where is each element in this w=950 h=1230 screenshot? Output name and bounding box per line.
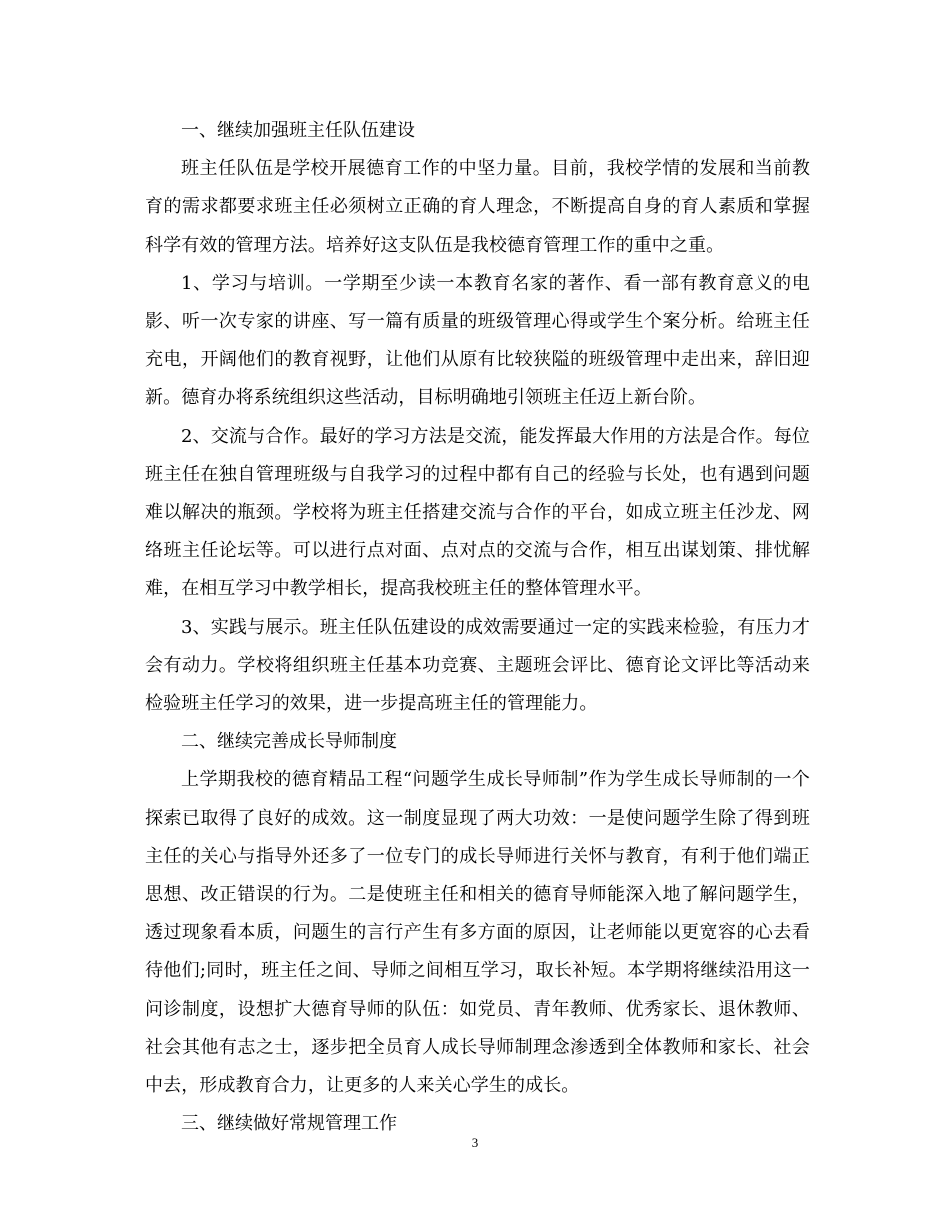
section-heading-3: 三、继续做好常规管理工作 — [181, 1113, 397, 1135]
paragraph-class-teacher-team: 班主任队伍是学校开展德育工作的中坚力量。目前，我校学情的发展和当前教育的需求都要求班主任必须树立正确的育人理念，不断提高自身的育人素质和掌握科学有效的管理方法。培养好这支队伍是我校德育管理工作的重中之重。 — [145, 158, 810, 256]
paragraph-practice-display: 3、实践与展示。班主任队伍建设的成效需要通过一定的实践来检验，有压力才会有动力。学校将组织班主任基本功竞赛、主题班会评比、德育论文评比等活动来检验班主任学习的效果，进一步提高班主任的管理能力。 — [145, 616, 810, 715]
section-heading-1: 一、继续加强班主任队伍建设 — [181, 120, 415, 141]
paragraph-exchange-cooperation: 2、交流与合作。最好的学习方法是交流，能发挥最大作用的方法是合作。每位班主任在独自管理班级与自我学习的过程中都有自己的经验与长处，也有遇到问题难以解决的瓶颈。学校将为班主任搭建交流与合作的平台，如成立班主任沙龙、网络班主任论坛等。可以进行点对面、点对点的交流与合作，相互出谋划策、排忧解难，在相互学习中教学相长，提高我校班主任的整体管理水平。 — [145, 425, 810, 600]
paragraph-study-training: 1、学习与培训。一学期至少读一本教育名家的著作、看一部有教育意义的电影、听一次专家的讲座、写一篇有质量的班级管理心得或学生个案分析。给班主任充电，开阔他们的教育视野，让他们从原有比较狭隘的班级管理中走出来，辞旧迎新。德育办将系统组织这些活动，目标明确地引领班主任迈上新台阶。 — [145, 272, 810, 409]
page-number: 3 — [471, 1135, 479, 1150]
paragraph-mentor-system: 上学期我校的德育精品工程“问题学生成长导师制”作为学生成长导师制的一个探索已取得了良好的成效。这一制度显现了两大功效：一是使问题学生除了得到班主任的关心与指导外还多了一位专门的成长导师进行关怀与教育，有利于他们端正思想、改正错误的行为。二是使班主任和相关的德育导师能深入地了解问题学生，透过现象看本质，问题生的言行产生有多方面的原因，让老师能以更宽容的心去看待他们;同时，班主任之间、导师之间相互学习，取长补短。本学期将继续沿用这一问诊制度，设想扩大德育导师的队伍：如党员、青年教师、优秀家长、退休教师、社会其他有志之士，逐步把全员育人成长导师制理念渗透到全体教师和家长、社会中去，形成教育合力，让更多的人来关心学生的成长。 — [145, 769, 810, 1097]
section-heading-2: 二、继续完善成长导师制度 — [181, 731, 397, 753]
document-body — [145, 112, 810, 1143]
